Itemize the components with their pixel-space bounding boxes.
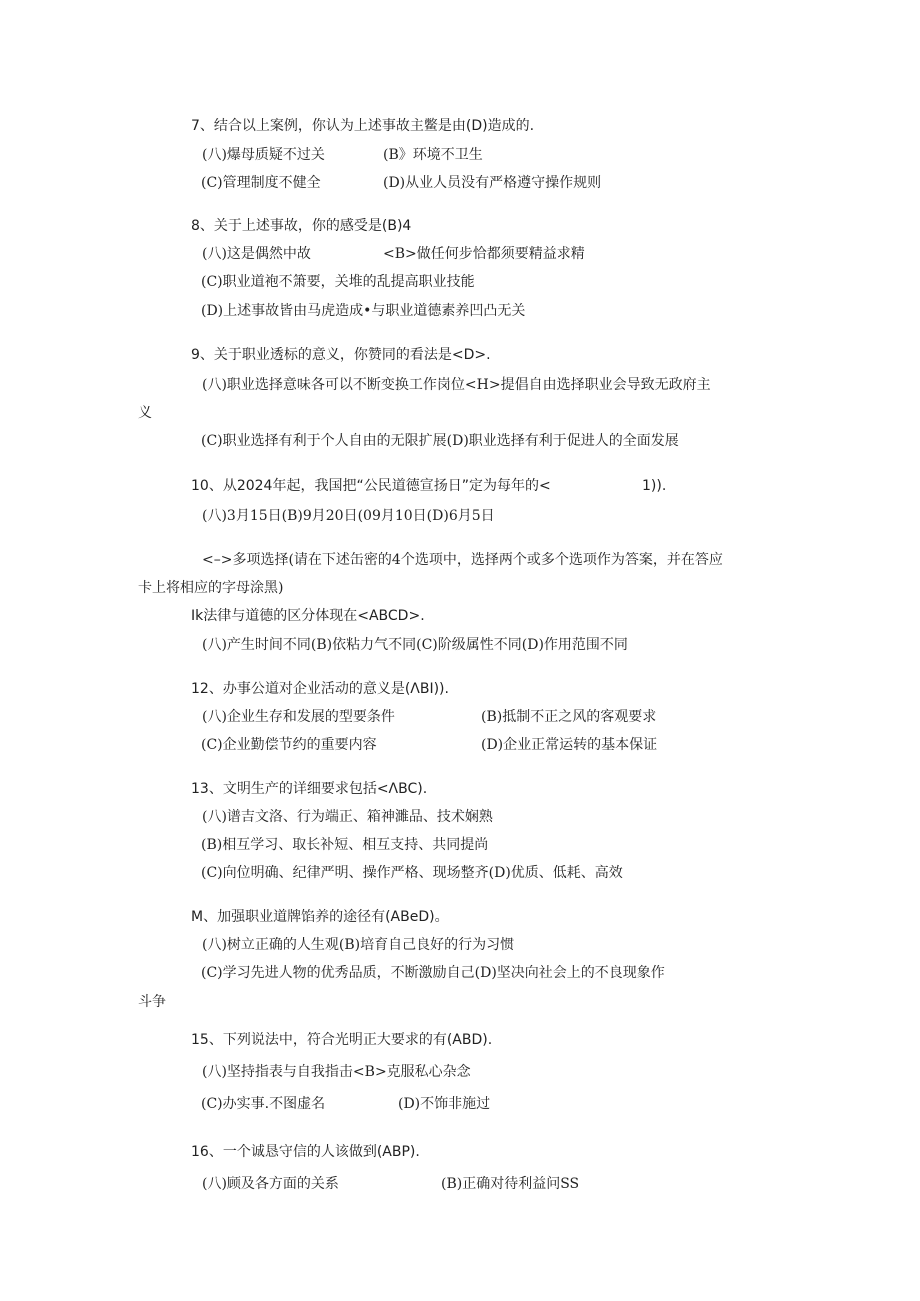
question-9-options-ab: (八)职业选择意味各可以不断变换工作岗位<H>提倡自由选择职业会导致无政府主 [202, 377, 711, 393]
question-13-stem: 13、文明生产的详细要求包括<ΛBC). [191, 781, 428, 797]
question-11-stem: Ik法律与道德的区分体现在<ABCD>. [191, 608, 425, 624]
question-7-option-b: (B》环境不卫生 [383, 147, 483, 163]
section-header-line-2: 卡上将相应的字母涂黑) [138, 580, 284, 596]
question-16-option-a: (八)顾及各方面的关系 [202, 1176, 339, 1192]
question-8-option-d: (D)上述事故皆由马虎造成•与职业道德素养凹凸无关 [201, 303, 526, 319]
question-10-stem-end: 1)). [642, 478, 667, 494]
question-7-option-c: (C)管理制度不健全 [201, 175, 321, 191]
question-15-option-c: (C)办实事.不图虚名 [201, 1096, 326, 1112]
question-7-stem: 7、结合以上案例，你认为上述事故主鳖是由(D)造成的. [191, 118, 535, 134]
question-12-option-b: (B)抵制不正之风的客观要求 [481, 709, 657, 725]
question-8-option-a: (八)这是偶然中故 [202, 246, 311, 262]
question-15-option-d: (D)不饰非施过 [398, 1096, 491, 1112]
question-14-options-cd-wrap: 斗争 [138, 994, 166, 1010]
section-header-line-1: <–>多项选择(请在下述缶密的4个选项中，选择两个或多个选项作为答案，并在答应 [202, 552, 723, 568]
question-10-options: (八)3月15日(B)9月20日(09月10日(D)6月5日 [202, 508, 495, 524]
question-8-option-b: <B>做任何步恰都须要精益求精 [383, 246, 585, 262]
question-8-option-c: (C)职业道袍不箫要，关堆的乱提高职业技能 [201, 274, 475, 290]
question-16-option-b: (B)正确对待利益问SS [441, 1176, 580, 1192]
question-8-stem: 8、关于上述事故，你的感受是(B)4 [191, 218, 412, 234]
question-14-stem: M、加强职业道牌馅养的途径有(ABeD)。 [191, 909, 449, 925]
question-12-option-c: (C)企业勤偿节约的重要内容 [201, 737, 377, 753]
question-15-options-ab: (八)坚持指表与自我指击<B>克服私心杂念 [202, 1064, 471, 1080]
question-16-stem: 16、一个诚恳守信的人该做到(ABP). [191, 1144, 420, 1160]
question-12-option-d: (D)企业正常运转的基本保证 [481, 737, 658, 753]
question-13-option-a: (八)谱吉文洛、行为端正、箱神濉品、技术娴熟 [202, 809, 493, 825]
question-7-option-a: (八)爆母质疑不过关 [202, 147, 325, 163]
question-10-stem: 10、从2024年起，我国把“公民道德宣扬日”定为每年的< [191, 478, 551, 494]
question-14-options-cd: (C)学习先进人物的优秀品质，不断激励自己(D)坚决向社会上的不良现象作 [201, 965, 665, 981]
question-9-options-ab-wrap: 义 [138, 405, 152, 421]
question-13-options-cd: (C)向位明确、纪律严明、操作严格、现场整齐(D)优质、低耗、高效 [201, 865, 623, 881]
question-14-options-ab: (八)树立正确的人生观(B)培育自己良好的行为习惯 [202, 937, 515, 953]
question-7-option-d: (D)从业人员没有严格遵守操作规则 [383, 175, 602, 191]
question-9-stem: 9、关于职业透标的意义，你赞同的看法是<D>. [191, 347, 491, 363]
question-15-stem: 15、下列说法中，符合光明正大要求的有(ABD). [191, 1032, 493, 1048]
question-13-option-b: (B)相互学习、取长补短、相互支持、共同提尚 [201, 837, 489, 853]
question-12-stem: 12、办事公道对企业活动的意义是(ΛBI)). [191, 681, 449, 697]
question-12-option-a: (八)企业生存和发展的型要条件 [202, 709, 395, 725]
question-11-options: (八)产生时间不同(B)依粘力气不同(C)阶级属性不同(D)作用范围不同 [202, 637, 628, 653]
question-9-options-cd: (C)职业选择有利于个人自由的无限扩展(D)职业选择有利于促进人的全面发展 [201, 433, 679, 449]
